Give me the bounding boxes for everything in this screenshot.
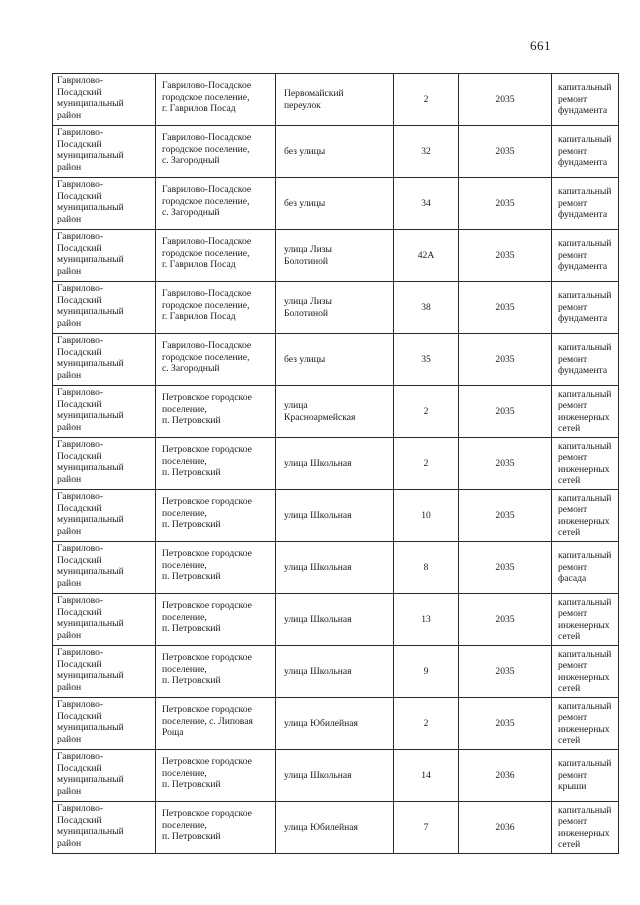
- house-number-cell-text: 8: [423, 561, 429, 573]
- district-cell-text: Гаврилово- Посадский муниципальный район: [57, 75, 124, 121]
- settlement-cell: [156, 282, 276, 334]
- settlement-cell-text: Петровское городское поселение, с. Липовая Роща: [162, 704, 253, 738]
- street-cell-text: без улицы: [284, 353, 326, 365]
- work-type-cell-text: капитальный ремонт инженерных сетей: [558, 492, 612, 538]
- street-cell: [276, 230, 394, 282]
- housing-repair-table: [52, 73, 619, 854]
- repair-year-cell-text: 2035: [495, 145, 515, 157]
- street-cell: [276, 802, 394, 854]
- district-cell: [53, 490, 156, 542]
- district-cell: [53, 750, 156, 802]
- table-row: [53, 802, 619, 854]
- street-cell-text: улица Лизы Болотиной: [284, 244, 332, 267]
- house-number-cell-text: 32: [421, 145, 431, 157]
- work-type-cell-text: капитальный ремонт фундамента: [558, 134, 612, 169]
- district-cell-text: Гаврилово- Посадский муниципальный район: [57, 439, 124, 485]
- house-number-cell: [394, 178, 459, 230]
- settlement-cell-text: Гаврилово-Посадское городское поселение, с. Загородный: [162, 184, 252, 218]
- house-number-cell-text: 9: [423, 665, 429, 677]
- house-number-cell: [394, 74, 459, 126]
- settlement-cell-text: Петровское городское поселение, п. Петровский: [162, 548, 252, 582]
- repair-year-cell-text: 2035: [495, 301, 515, 313]
- street-cell-text: без улицы: [284, 145, 326, 157]
- settlement-cell: [156, 646, 276, 698]
- work-type-cell-text: капитальный ремонт инженерных сетей: [558, 440, 612, 486]
- house-number-cell-text: 38: [421, 301, 431, 313]
- settlement-cell: [156, 698, 276, 750]
- settlement-cell: [156, 230, 276, 282]
- house-number-cell-text: 10: [421, 509, 431, 521]
- district-cell: [53, 178, 156, 230]
- house-number-cell: [394, 438, 459, 490]
- district-cell-text: Гаврилово- Посадский муниципальный район: [57, 751, 124, 797]
- settlement-cell-text: Гаврилово-Посадское городское поселение, с. Загородный: [162, 132, 252, 166]
- repair-year-cell: [459, 646, 552, 698]
- house-number-cell: [394, 542, 459, 594]
- repair-year-cell: [459, 74, 552, 126]
- district-cell: [53, 542, 156, 594]
- street-cell-text: улица Юбилейная: [284, 821, 358, 833]
- settlement-cell-text: Гаврилово-Посадское городское поселение, г. Гаврилов Посад: [162, 80, 252, 114]
- street-cell: [276, 646, 394, 698]
- repair-year-cell-text: 2035: [495, 717, 515, 729]
- work-type-cell: [552, 386, 619, 438]
- repair-year-cell: [459, 750, 552, 802]
- work-type-cell-text: капитальный ремонт крыши: [558, 758, 612, 793]
- house-number-cell-text: 7: [423, 821, 429, 833]
- street-cell-text: улица Юбилейная: [284, 717, 358, 729]
- repair-year-cell: [459, 438, 552, 490]
- settlement-cell-text: Петровское городское поселение, п. Петровский: [162, 600, 252, 634]
- house-number-cell-text: 35: [421, 353, 431, 365]
- district-cell: [53, 698, 156, 750]
- table-row: [53, 438, 619, 490]
- street-cell: [276, 438, 394, 490]
- settlement-cell-text: Петровское городское поселение, п. Петровский: [162, 444, 252, 478]
- district-cell-text: Гаврилово- Посадский муниципальный район: [57, 491, 124, 537]
- settlement-cell-text: Петровское городское поселение, п. Петровский: [162, 392, 252, 426]
- table-row: [53, 126, 619, 178]
- repair-year-cell: [459, 542, 552, 594]
- house-number-cell: [394, 594, 459, 646]
- table-row: [53, 646, 619, 698]
- district-cell-text: Гаврилово- Посадский муниципальный район: [57, 699, 124, 745]
- table-row: [53, 542, 619, 594]
- house-number-cell-text: 2: [423, 405, 429, 417]
- work-type-cell: [552, 542, 619, 594]
- house-number-cell: [394, 698, 459, 750]
- street-cell-text: улица Школьная: [284, 665, 352, 677]
- page-number: 661: [530, 38, 551, 53]
- work-type-cell-text: капитальный ремонт фасада: [558, 550, 612, 585]
- repair-year-cell-text: 2035: [495, 353, 515, 365]
- district-cell-text: Гаврилово- Посадский муниципальный район: [57, 595, 124, 641]
- district-cell: [53, 334, 156, 386]
- house-number-cell: [394, 646, 459, 698]
- house-number-cell: [394, 490, 459, 542]
- settlement-cell: [156, 178, 276, 230]
- repair-year-cell: [459, 230, 552, 282]
- settlement-cell-text: Петровское городское поселение, п. Петровский: [162, 652, 252, 686]
- work-type-cell: [552, 594, 619, 646]
- settlement-cell-text: Петровское городское поселение, п. Петровский: [162, 808, 252, 842]
- table-row: [53, 698, 619, 750]
- work-type-cell: [552, 74, 619, 126]
- district-cell: [53, 386, 156, 438]
- street-cell: [276, 386, 394, 438]
- district-cell: [53, 74, 156, 126]
- street-cell: [276, 594, 394, 646]
- repair-year-cell: [459, 334, 552, 386]
- repair-year-cell-text: 2036: [495, 821, 515, 833]
- repair-year-cell-text: 2035: [495, 665, 515, 677]
- work-type-cell: [552, 698, 619, 750]
- work-type-cell-text: капитальный ремонт фундамента: [558, 342, 612, 377]
- house-number-cell: [394, 750, 459, 802]
- house-number-cell: [394, 334, 459, 386]
- work-type-cell-text: капитальный ремонт инженерных сетей: [558, 700, 612, 746]
- work-type-cell: [552, 802, 619, 854]
- district-cell-text: Гаврилово- Посадский муниципальный район: [57, 179, 124, 225]
- repair-year-cell: [459, 594, 552, 646]
- table-row: [53, 74, 619, 126]
- house-number-cell: [394, 126, 459, 178]
- house-number-cell: [394, 386, 459, 438]
- district-cell: [53, 646, 156, 698]
- settlement-cell-text: Петровское городское поселение, п. Петровский: [162, 756, 252, 790]
- house-number-cell-text: 2: [423, 457, 429, 469]
- repair-year-cell: [459, 126, 552, 178]
- work-type-cell: [552, 438, 619, 490]
- work-type-cell: [552, 282, 619, 334]
- work-type-cell-text: капитальный ремонт инженерных сетей: [558, 804, 612, 850]
- repair-year-cell: [459, 698, 552, 750]
- street-cell-text: улица Лизы Болотиной: [284, 296, 332, 319]
- repair-year-cell-text: 2035: [495, 197, 515, 209]
- district-cell: [53, 126, 156, 178]
- work-type-cell-text: капитальный ремонт инженерных сетей: [558, 648, 612, 694]
- repair-year-cell-text: 2035: [495, 457, 515, 469]
- settlement-cell: [156, 802, 276, 854]
- repair-year-cell-text: 2035: [495, 509, 515, 521]
- work-type-cell: [552, 126, 619, 178]
- district-cell-text: Гаврилово- Посадский муниципальный район: [57, 647, 124, 693]
- house-number-cell-text: 13: [421, 613, 431, 625]
- work-type-cell-text: капитальный ремонт инженерных сетей: [558, 596, 612, 642]
- street-cell-text: улица Школьная: [284, 457, 352, 469]
- district-cell: [53, 230, 156, 282]
- street-cell-text: улица Красноармейская: [284, 400, 356, 423]
- street-cell-text: улица Школьная: [284, 613, 352, 625]
- street-cell-text: улица Школьная: [284, 769, 352, 781]
- settlement-cell-text: Гаврилово-Посадское городское поселение, г. Гаврилов Посад: [162, 288, 252, 322]
- street-cell: [276, 750, 394, 802]
- work-type-cell-text: капитальный ремонт инженерных сетей: [558, 388, 612, 434]
- work-type-cell: [552, 750, 619, 802]
- work-type-cell: [552, 230, 619, 282]
- work-type-cell: [552, 490, 619, 542]
- street-cell: [276, 74, 394, 126]
- repair-year-cell-text: 2035: [495, 249, 515, 261]
- district-cell-text: Гаврилово- Посадский муниципальный район: [57, 283, 124, 329]
- table-body: [53, 74, 619, 854]
- settlement-cell: [156, 594, 276, 646]
- table-row: [53, 750, 619, 802]
- district-cell: [53, 594, 156, 646]
- settlement-cell-text: Петровское городское поселение, п. Петровский: [162, 496, 252, 530]
- table-row: [53, 282, 619, 334]
- settlement-cell: [156, 750, 276, 802]
- repair-year-cell-text: 2035: [495, 613, 515, 625]
- settlement-cell-text: Гаврилово-Посадское городское поселение, с. Загородный: [162, 340, 252, 374]
- repair-year-cell: [459, 490, 552, 542]
- street-cell: [276, 698, 394, 750]
- district-cell-text: Гаврилово- Посадский муниципальный район: [57, 543, 124, 589]
- district-cell-text: Гаврилово- Посадский муниципальный район: [57, 127, 124, 173]
- table-row: [53, 334, 619, 386]
- house-number-cell: [394, 230, 459, 282]
- house-number-cell: [394, 282, 459, 334]
- house-number-cell-text: 42А: [417, 249, 435, 261]
- house-number-cell-text: 2: [423, 717, 429, 729]
- street-cell: [276, 282, 394, 334]
- street-cell: [276, 542, 394, 594]
- repair-year-cell-text: 2036: [495, 769, 515, 781]
- house-number-cell-text: 34: [421, 197, 431, 209]
- table-row: [53, 490, 619, 542]
- table-row: [53, 386, 619, 438]
- settlement-cell: [156, 126, 276, 178]
- settlement-cell: [156, 334, 276, 386]
- repair-year-cell-text: 2035: [495, 561, 515, 573]
- settlement-cell: [156, 74, 276, 126]
- house-number-cell-text: 14: [421, 769, 431, 781]
- work-type-cell: [552, 178, 619, 230]
- table-row: [53, 178, 619, 230]
- street-cell-text: Первомайский переулок: [284, 88, 344, 111]
- repair-year-cell: [459, 802, 552, 854]
- house-number-cell: [394, 802, 459, 854]
- work-type-cell-text: капитальный ремонт фундамента: [558, 82, 612, 117]
- street-cell: [276, 334, 394, 386]
- settlement-cell-text: Гаврилово-Посадское городское поселение, г. Гаврилов Посад: [162, 236, 252, 270]
- settlement-cell: [156, 542, 276, 594]
- work-type-cell: [552, 646, 619, 698]
- repair-year-cell: [459, 386, 552, 438]
- table-row: [53, 230, 619, 282]
- street-cell-text: улица Школьная: [284, 561, 352, 573]
- street-cell: [276, 178, 394, 230]
- repair-year-cell: [459, 282, 552, 334]
- repair-year-cell-text: 2035: [495, 405, 515, 417]
- district-cell: [53, 802, 156, 854]
- district-cell: [53, 282, 156, 334]
- street-cell-text: улица Школьная: [284, 509, 352, 521]
- repair-year-cell-text: 2035: [495, 93, 515, 105]
- repair-year-cell: [459, 178, 552, 230]
- work-type-cell-text: капитальный ремонт фундамента: [558, 238, 612, 273]
- district-cell-text: Гаврилово- Посадский муниципальный район: [57, 231, 124, 277]
- street-cell-text: без улицы: [284, 197, 326, 209]
- settlement-cell: [156, 438, 276, 490]
- street-cell: [276, 490, 394, 542]
- settlement-cell: [156, 386, 276, 438]
- settlement-cell: [156, 490, 276, 542]
- street-cell: [276, 126, 394, 178]
- work-type-cell-text: капитальный ремонт фундамента: [558, 186, 612, 221]
- table-row: [53, 594, 619, 646]
- district-cell-text: Гаврилово- Посадский муниципальный район: [57, 803, 124, 849]
- district-cell: [53, 438, 156, 490]
- work-type-cell-text: капитальный ремонт фундамента: [558, 290, 612, 325]
- house-number-cell-text: 2: [423, 93, 429, 105]
- district-cell-text: Гаврилово- Посадский муниципальный район: [57, 387, 124, 433]
- work-type-cell: [552, 334, 619, 386]
- district-cell-text: Гаврилово- Посадский муниципальный район: [57, 335, 124, 381]
